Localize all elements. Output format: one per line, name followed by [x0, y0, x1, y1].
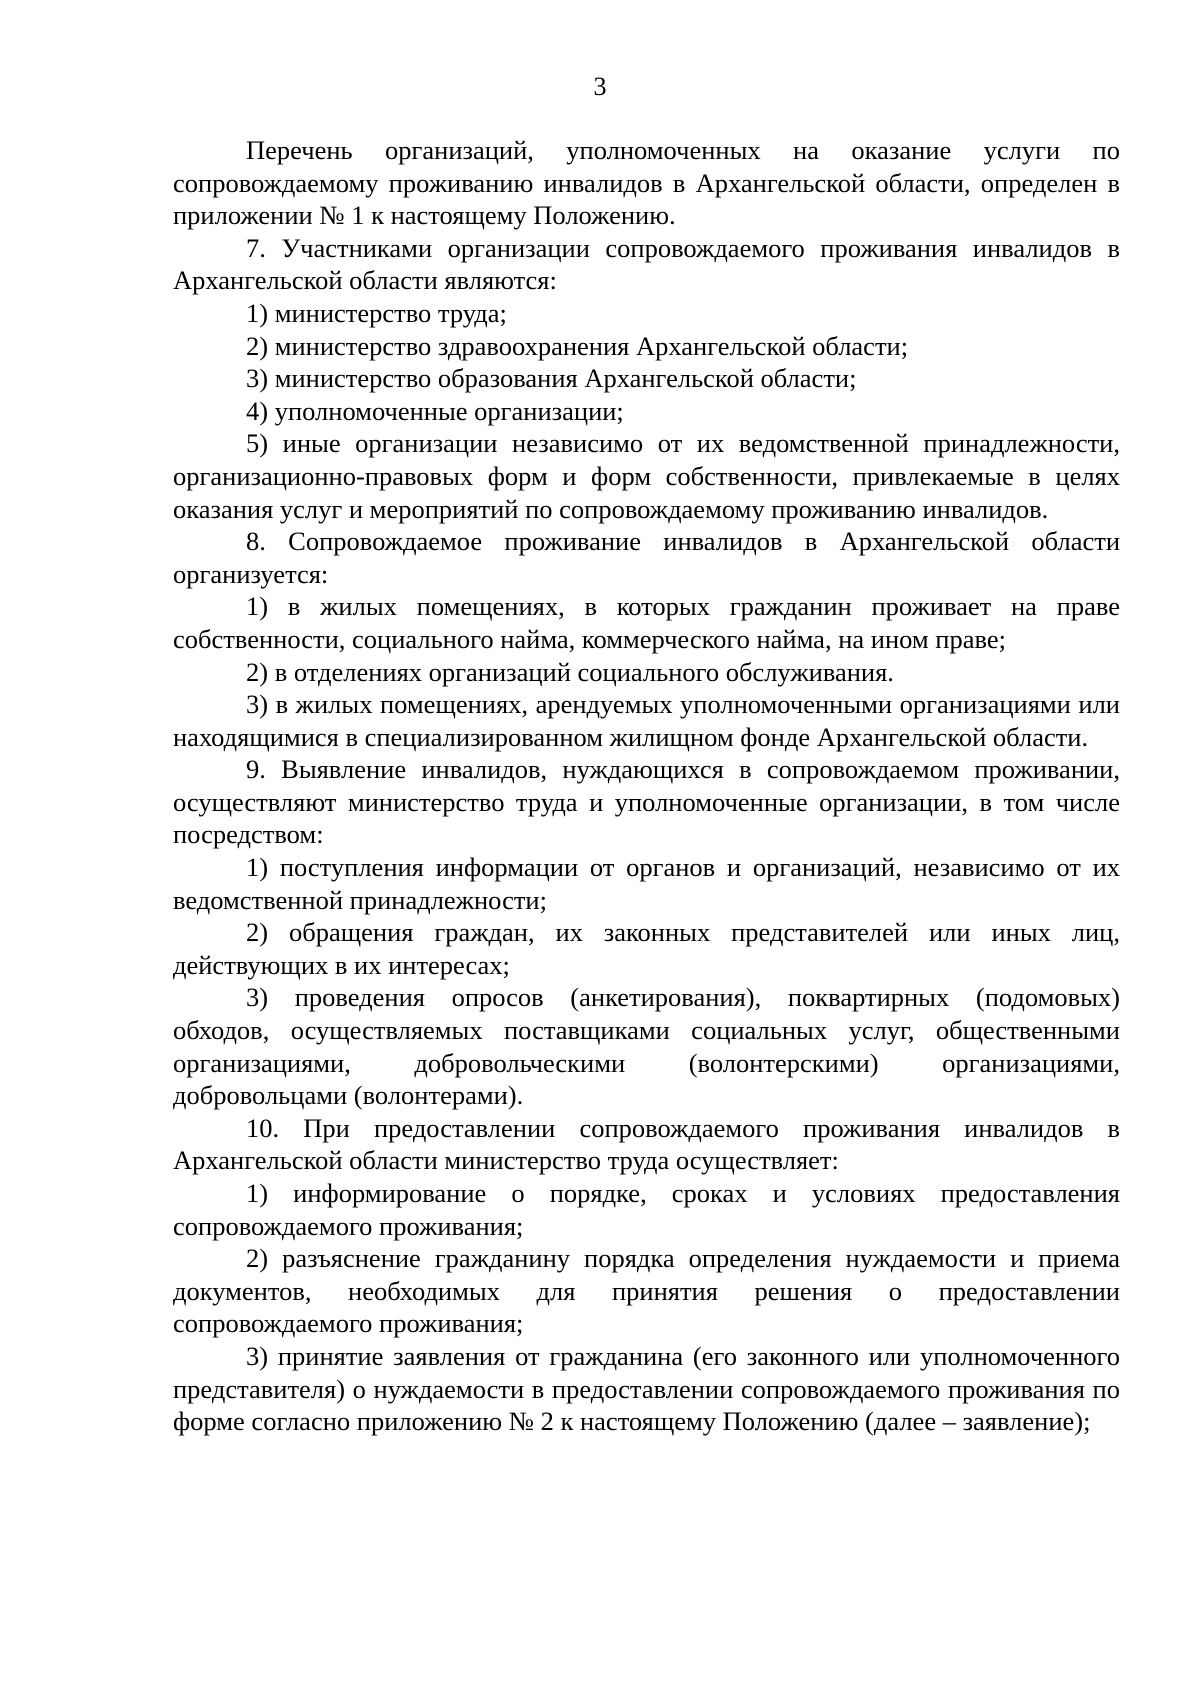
paragraph-item-8: 8. Сопровождаемое проживание инвалидов в Архангельской области организуется: [173, 526, 1120, 589]
paragraph-item-7-4: 4) уполномоченные организации; [246, 395, 624, 426]
paragraph-item-7-2: 2) министерство здравоохранения Архангельской области; [246, 330, 909, 361]
paragraph-item-7: 7. Участниками организации сопровождаемого проживания инвалидов в Архангельской области являются: [173, 232, 1120, 296]
paragraph-item-9-1: 1) поступления информации от органов и организаций, независимо от их ведомственной принадлежности; [173, 852, 1120, 915]
paragraph-item-10-1: 1) информирование о порядке, сроках и условиях предоставления сопровождаемого проживания; [173, 1178, 1120, 1241]
paragraph-item-9-3: 3) проведения опросов (анкетирования), поквартирных (подомовых) обходов, осуществляемых поставщиками социальных услуг, общественными организациями, добровольческими (волонтерскими) организациями, добровольцами (волонтерами). [173, 982, 1120, 1111]
paragraph-item-7-5: 5) иные организации независимо от их ведомственной принадлежности, организационно-правовых форм и форм собственности, привлекаемые в целях оказания услуг и мероприятий по сопровождаемому проживанию инвалидов. [173, 428, 1120, 524]
paragraph-item-10-2: 2) разъяснение гражданину порядка определения нуждаемости и приема документов, необходимых для принятия решения о предоставлении сопровождаемого проживания; [173, 1243, 1120, 1339]
paragraph-item-8-3: 3) в жилых помещениях, арендуемых уполномоченными организациями или находящимися в специализированном жилищном фонде Архангельской области. [173, 689, 1120, 752]
paragraph-item-8-1: 1) в жилых помещениях, в которых гражданин проживает на праве собственности, социального найма, коммерческого найма, на ином праве; [173, 591, 1120, 654]
paragraph-item-10: 10. При предоставлении сопровождаемого проживания инвалидов в Архангельской области министерство труда осуществляет: [173, 1112, 1120, 1176]
paragraph-item-9-2: 2) обращения граждан, их законных представителей или иных лиц, действующих в их интересах; [173, 917, 1120, 980]
document-body [173, 134, 1120, 1438]
paragraph-item-7-1: 1) министерство труда; [246, 297, 507, 328]
paragraph-item-9: 9. Выявление инвалидов, нуждающихся в сопровождаемом проживании, осуществляют министерство труда и уполномоченные организации, в том числе посредством: [173, 754, 1120, 850]
page-number: 3 [593, 72, 607, 101]
paragraph-item-7-3: 3) министерство образования Архангельской области; [246, 363, 857, 394]
paragraph-item-8-2: 2) в отделениях организаций социального обслуживания. [246, 656, 894, 687]
paragraph-organizations-list: Перечень организаций, уполномоченных на оказание услуги по сопровождаемому проживанию инвалидов в Архангельской области, определен в приложении № 1 к настоящему Положению. [173, 135, 1120, 231]
paragraph-item-10-3: 3) принятие заявления от гражданина (его законного или уполномоченного представителя) о нуждаемости в предоставлении сопровождаемого проживания по форме согласно приложению № 2 к настоящему Положению (далее – заявление); [173, 1340, 1120, 1437]
